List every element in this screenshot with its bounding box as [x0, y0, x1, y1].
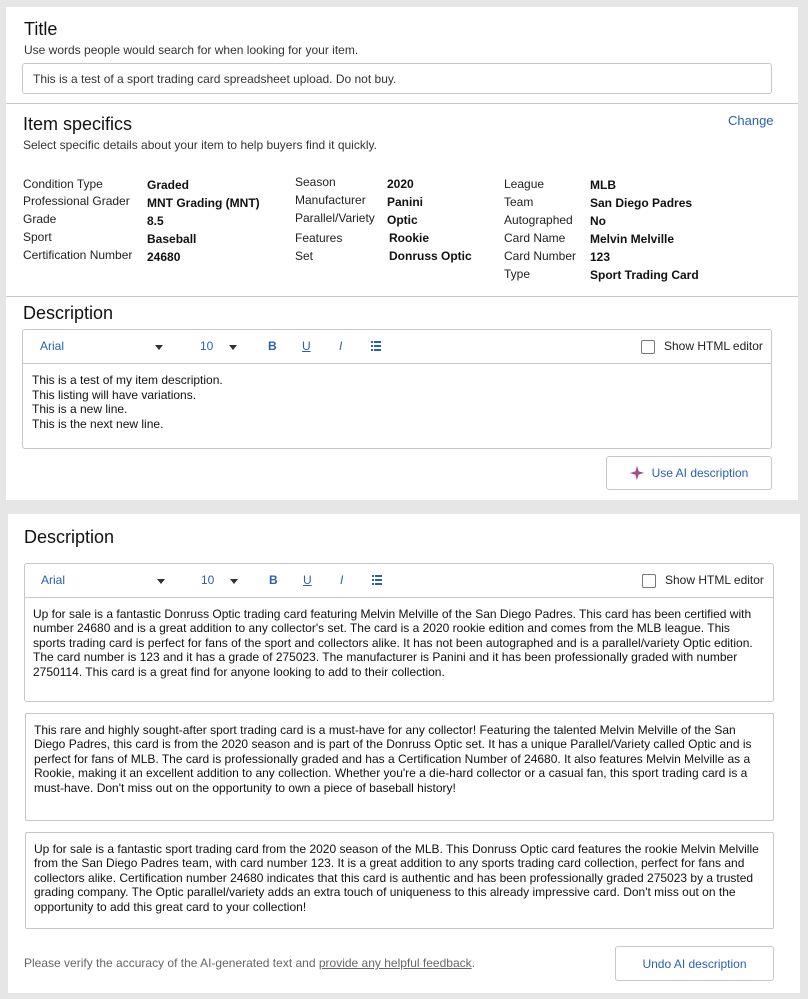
html-editor-label[interactable]: Show HTML editor [664, 339, 763, 353]
font-size-select[interactable]: 10 [201, 573, 215, 587]
chevron-down-icon[interactable] [155, 345, 163, 350]
ai-description-panel [8, 514, 800, 993]
spec-label: Certification Number [23, 248, 133, 262]
item-specifics-hint: Select specific details about your item to help buyers find it quickly. [23, 138, 377, 152]
bullet-list-icon[interactable] [371, 341, 381, 351]
use-ai-description-label: Use AI description [651, 466, 749, 480]
spec-label: Card Name [504, 231, 566, 245]
spec-value: Baseball [147, 232, 197, 246]
listing-form-panel [6, 7, 798, 500]
font-family-select[interactable]: Arial [41, 573, 66, 587]
spec-value: Optic [387, 213, 418, 227]
spec-label: Card Number [504, 249, 577, 263]
description-editor [24, 563, 774, 702]
bullet-list-icon[interactable] [372, 575, 382, 585]
html-editor-checkbox[interactable] [642, 574, 656, 588]
spec-value: Donruss Optic [389, 249, 472, 263]
title-input-value: This is a test of a sport trading card spreadsheet upload. Do not buy. [33, 71, 397, 86]
ai-description-option[interactable] [25, 713, 774, 821]
font-family-select[interactable]: Arial [40, 339, 65, 353]
editor-toolbar [25, 564, 773, 598]
description-line: This listing will have variations. [32, 387, 197, 402]
description-heading: Description [23, 303, 114, 323]
spec-value: Rookie [389, 231, 430, 245]
ai-verify-note: Please verify the accuracy of the AI-generated text and provide any helpful feedback. [24, 956, 475, 970]
editor-toolbar [23, 330, 771, 364]
spec-label: Professional Grader [23, 194, 130, 208]
italic-button[interactable]: I [339, 339, 343, 353]
spec-value: Panini [387, 195, 424, 209]
italic-button[interactable]: I [340, 573, 344, 587]
spec-value: 8.5 [147, 214, 164, 228]
spec-label: Condition Type [23, 177, 103, 191]
title-hint: Use words people would search for when looking for your item. [24, 43, 359, 57]
spec-value: 24680 [147, 250, 181, 264]
bold-button[interactable]: B [268, 339, 277, 353]
spec-label: Grade [23, 212, 57, 226]
spec-value: MLB [590, 178, 616, 192]
chevron-down-icon[interactable] [229, 345, 237, 350]
html-editor-label[interactable]: Show HTML editor [665, 573, 764, 587]
undo-ai-description-label: Undo AI description [642, 956, 747, 971]
underline-button[interactable]: U [303, 573, 312, 587]
chevron-down-icon[interactable] [157, 579, 165, 584]
spec-label: Season [295, 175, 336, 189]
bold-button[interactable]: B [269, 573, 278, 587]
spec-label: League [504, 177, 545, 191]
spec-label: Type [504, 267, 531, 281]
title-input[interactable] [22, 63, 772, 94]
description-line: This is the next new line. [32, 416, 164, 431]
title-heading: Title [24, 19, 58, 39]
undo-ai-description-button[interactable] [615, 946, 774, 981]
ai-description-option-text: Up for sale is a fantastic sport trading card from the 2020 season of the MLB. This Donruss Optic card features the rookie Melvin Melville from the San Diego Padres team, with card number 123. It is a great addition to any sports trading card collection, perfect for fans and collectors alike. Certification number 24680 indicates that this card is authentic and has been professionally graded 275023 by a trusted grading company. The Optic parallel/variety adds an extra touch of uniqueness to this already impressive card. Don't miss out on the opportunity to add this great card to your collection! [34, 842, 759, 914]
description-line: This is a test of my item description. [32, 373, 223, 387]
spec-label: Features [295, 231, 343, 245]
spec-value: 2020 [387, 177, 414, 191]
spec-value: 123 [590, 250, 611, 264]
spec-value: Sport Trading Card [590, 268, 699, 282]
chevron-down-icon[interactable] [230, 579, 238, 584]
spec-value: San Diego Padres [590, 196, 693, 210]
description-editor [22, 329, 772, 449]
ai-description-option-text: This rare and highly sought-after sport trading card is a must-have for any collector! Featuring the talented Melvin Melville of the San Diego Padres, this card is from the 2020 season and is part of the Donruss Optic set. It has a unique Parallel/Variety called Optic and is perfect for fans of MLB. The card is professionally graded and has a Certification Number of 24680. It also features Melvin Melville as a Rookie, making it an excellent addition to any collection. Whether you're a die-hard collector or a casual fan, this sport trading card is a must-have. Don't miss out on the opportunity to own a piece of baseball history! [34, 723, 752, 795]
section-divider [6, 296, 798, 297]
spec-value: MNT Grading (MNT) [147, 196, 260, 210]
ai-description-text[interactable]: Up for sale is a fantastic Donruss Optic trading card featuring Melvin Melville of the San Diego Padres. This card has been certified with number 24680 and is a great addition to any collector's set. The card is a 2020 rookie edition and comes from the MLB league. This sports trading card is perfect for fans of the sport and collectors alike. It has not been autographed and is a parallel/variety Optic edition. The card number is 123 and it has a grade of 275023. The manufacturer is Panini and it has been professionally graded with number 2750114. This card is a great find for anyone looking to add to their collection. [33, 607, 753, 679]
feedback-link[interactable]: provide any helpful feedback [318, 956, 472, 970]
ai-description-option[interactable] [25, 832, 774, 929]
description-body[interactable] [32, 373, 223, 431]
font-size-select[interactable]: 10 [200, 339, 214, 353]
section-divider [6, 103, 798, 104]
spec-value: Graded [147, 178, 190, 192]
change-link[interactable]: Change [728, 113, 774, 128]
spec-label: Autographed [504, 213, 573, 227]
spec-value: No [590, 214, 606, 228]
html-editor-checkbox[interactable] [641, 340, 655, 354]
description-line: This is a new line. [32, 402, 128, 416]
use-ai-description-button[interactable] [606, 456, 772, 490]
spec-label: Parallel/Variety [295, 211, 375, 225]
spec-label: Team [504, 195, 534, 209]
underline-button[interactable]: U [302, 339, 311, 353]
sparkle-icon [630, 466, 644, 480]
spec-label: Sport [23, 230, 52, 244]
spec-value: Melvin Melville [590, 232, 675, 246]
description-heading: Description [24, 527, 115, 547]
item-specifics-heading: Item specifics [23, 114, 133, 134]
spec-label: Manufacturer [295, 193, 366, 207]
spec-label: Set [295, 249, 314, 263]
